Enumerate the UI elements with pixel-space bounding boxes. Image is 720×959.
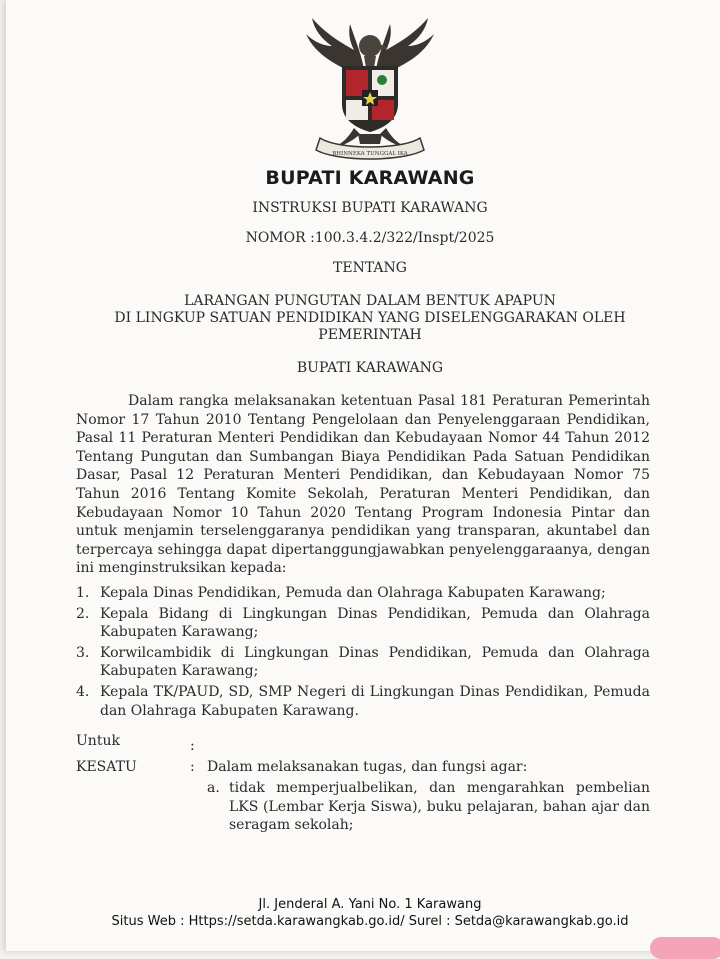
kesatu-label: KESATU (76, 759, 137, 775)
list-item: 4. Kepala TK/PAUD, SD, SMP Negeri di Lingkungan Dinas Pendidikan, Pemuda dan Olahraga Kabupaten Karawang. (76, 683, 650, 719)
list-item: 3. Korwilcambidik di Lingkungan Dinas Pendidikan, Pemuda dan Olahraga Kabupaten Karawang; (76, 644, 650, 680)
issuer-heading: BUPATI KARAWANG (296, 360, 444, 376)
kesatu-colon: : (190, 759, 195, 775)
list-item: 2. Kepala Bidang di Lingkungan Dinas Pendidikan, Pemuda dan Olahraga Kabupaten Karawang; (76, 605, 650, 641)
footer-contact: Situs Web : Https://setda.karawangkab.go.id/ Surel : Setda@karawangkab.go.id (111, 914, 629, 929)
intro-paragraph (76, 392, 650, 578)
list-item: 1. Kepala Dinas Pendidikan, Pemuda dan Olahraga Kabupaten Karawang; (76, 585, 606, 601)
garuda-emblem-icon (298, 16, 442, 164)
item-marker: a. (207, 780, 220, 796)
kesatu-text: Dalam melaksanakan tugas, dan fungsi agar: (207, 759, 528, 775)
untuk-colon: : (190, 738, 195, 754)
intro-text: Dalam rangka melaksanakan ketentuan Pasal 181 Peraturan Pemerintah Nomor 17 Tahun 2010 Tentang Pengelolaan dan Penyelenggaraan Pendidikan, Pasal 11 Peraturan Menteri Pendidikan dan Kebudayaan Nomor 44 Tahun 2012 Tentang Pungutan dan Sumbangan Biaya Pendidikan Pada Satuan Pendidikan Dasar, Pasal 12 Peraturan Menteri Pendidikan, dan Kebudayaan Nomor 75 Tahun 2016 Tentang Komite Sekolah, Peraturan Menteri Pendidikan, dan Kebudayaan Nomor 10 Tahun 2020 Tentang Program Indonesia Pintar dan untuk menjamin terselenggaranya pendidikan yang transparan, akuntabel dan terpercaya sehingga dapat dipertanggungjawabkan penyelenggaraanya, dengan ini menginstruksikan kepada: (76, 393, 650, 577)
footer-address: Jl. Jenderal A. Yani No. 1 Karawang (258, 897, 482, 912)
subject-line: PEMERINTAH (318, 327, 422, 343)
instruction-item (207, 779, 650, 835)
page-tab-marker (650, 937, 720, 959)
about-heading: TENTANG (333, 260, 407, 276)
svg-text:BHINNEKA TUNGGAL IKA: BHINNEKA TUNGGAL IKA (332, 151, 408, 157)
subject-heading (0, 293, 720, 344)
untuk-label: Untuk (76, 733, 120, 749)
recipient-list (76, 584, 650, 722)
document-number: NOMOR :100.3.4.2/322/Inspt/2025 (245, 230, 495, 246)
document-title: BUPATI KARAWANG (265, 167, 475, 189)
instruction-heading: INSTRUKSI BUPATI KARAWANG (252, 200, 488, 216)
subject-line: LARANGAN PUNGUTAN DALAM BENTUK APAPUN (184, 293, 556, 309)
item-text: tidak memperjualbelikan, dan mengarahkan pembelian LKS (Lembar Kerja Siswa), buku pelajaran, bahan ajar dan seragam sekolah; (229, 780, 650, 834)
subject-line: DI LINGKUP SATUAN PENDIDIKAN YANG DISELENGGARAKAN OLEH (114, 310, 626, 326)
